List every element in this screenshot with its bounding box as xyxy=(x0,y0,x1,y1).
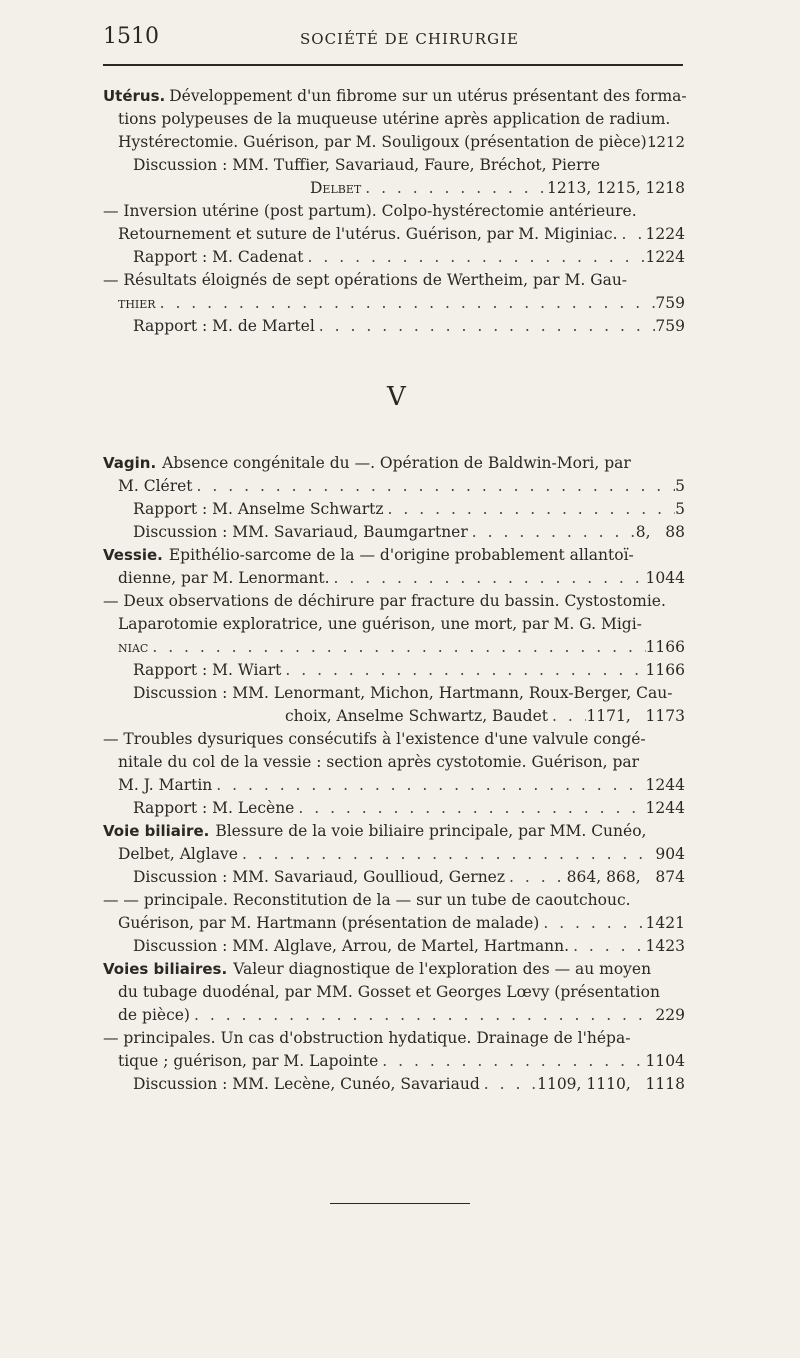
entry-text: Blessure de la voie biliaire principale, par MM. Cunéo, xyxy=(215,822,647,840)
index-line xyxy=(285,706,685,726)
index-line xyxy=(118,637,685,657)
running-title: SOCIÉTÉ DE CHIRURGIE xyxy=(300,30,519,48)
section-letter: V xyxy=(387,382,406,412)
page-ref: 1166 xyxy=(645,638,685,656)
index-entry-vessie xyxy=(103,545,685,565)
index-line xyxy=(118,1051,685,1071)
entry-text: du tubage duodénal, par MM. Gosset et Georges Lœvy (présentation xyxy=(118,983,660,1001)
index-entry-voies-biliaires xyxy=(103,959,685,979)
entry-text: — Inversion utérine (post partum). Colpo-hystérectomie antérieure. xyxy=(103,202,637,220)
entry-text: niac xyxy=(118,638,149,656)
page-ref: 1244 xyxy=(645,799,685,817)
page-ref: 904 xyxy=(655,845,685,863)
header-rule xyxy=(103,64,683,66)
index-line xyxy=(118,913,685,933)
entry-text: tique ; guérison, par M. Lapointe xyxy=(118,1052,379,1070)
page-ref: 1244 xyxy=(645,776,685,794)
entry-text: Delbet, Alglave xyxy=(118,845,238,863)
entry-text: Hystérectomie. Guérison, par M. Souligoux (présentation de pièce) . xyxy=(118,133,657,151)
entry-text: choix, Anselme Schwartz, Baudet xyxy=(285,707,548,725)
index-line xyxy=(310,178,685,198)
page-ref: 1224 xyxy=(645,248,685,266)
index-entry-uterus xyxy=(103,86,685,106)
index-line xyxy=(118,476,685,496)
index-line xyxy=(118,224,685,244)
index-line xyxy=(118,775,685,795)
entry-text: Rapport : M. Wiart xyxy=(133,661,282,679)
entry-heading: Vessie. xyxy=(103,546,163,564)
entry-heading: Utérus. xyxy=(103,87,166,105)
index-line xyxy=(133,522,685,542)
entry-text: Rapport : M. de Martel xyxy=(133,317,315,335)
entry-text: Laparotomie exploratrice, une guérison, une mort, par M. G. Migi- xyxy=(118,615,642,633)
entry-text: Discussion : MM. Savariaud, Goullioud, Gernez xyxy=(133,868,506,886)
entry-text: Absence congénitale du —. Opération de Baldwin-Mori, par xyxy=(162,454,631,472)
index-line xyxy=(118,293,685,313)
page-ref: 1213, 1215, 1218 xyxy=(546,179,685,197)
entry-text: Epithélio-sarcome de la — d'origine probablement allantoï- xyxy=(168,546,634,564)
entry-text: Retournement et suture de l'utérus. Guérison, par M. Miginiac. xyxy=(118,225,618,243)
page-ref: 1044 xyxy=(645,569,685,587)
index-line xyxy=(118,568,685,588)
page-ref: 8, 88 xyxy=(635,523,685,541)
index-line xyxy=(133,936,685,956)
entry-text: Rapport : M. Lecène xyxy=(133,799,295,817)
page-ref: 1171, 1173 xyxy=(586,707,685,725)
entry-text: Delbet xyxy=(310,179,362,197)
entry-text: Discussion : MM. Lenormant, Michon, Hartmann, Roux-Berger, Cau- xyxy=(133,684,673,702)
entry-heading: Voie biliaire. xyxy=(103,822,210,840)
index-line xyxy=(133,867,685,887)
entry-text: nitale du col de la vessie : section après cystotomie. Guérison, par xyxy=(118,753,640,771)
index-entry-vagin xyxy=(103,453,685,473)
index-line xyxy=(133,499,685,519)
entry-text: Discussion : MM. Savariaud, Baumgartner xyxy=(133,523,468,541)
entry-text: tions polypeuses de la muqueuse utérine après application de radium. xyxy=(118,110,671,128)
entry-text: — Résultats éloignés de sept opérations de Wertheim, par M. Gau- xyxy=(103,271,628,289)
page-ref: 759 xyxy=(655,317,685,335)
index-line xyxy=(118,844,685,864)
entry-text: de pièce) xyxy=(118,1006,190,1024)
index-line xyxy=(133,247,685,267)
page-ref: 1423 xyxy=(645,937,685,955)
entry-heading: Voies biliaires. xyxy=(103,960,228,978)
page-ref: 759 xyxy=(655,294,685,312)
entry-text: Valeur diagnostique de l'exploration des — au moyen xyxy=(233,960,652,978)
page-number: 1510 xyxy=(103,24,159,49)
page-ref: 229 xyxy=(655,1006,685,1024)
index-entry-voie-biliaire xyxy=(103,821,685,841)
entry-text: — Troubles dysuriques consécutifs à l'existence d'une valvule congé- xyxy=(103,730,646,748)
page-ref: 1224 xyxy=(645,225,685,243)
page-ref: 5 xyxy=(675,477,685,495)
entry-text: M. J. Martin xyxy=(118,776,213,794)
index-line xyxy=(118,1005,685,1025)
index-line xyxy=(133,316,685,336)
entry-text: — — principale. Reconstitution de la — sur un tube de caoutchouc. xyxy=(103,891,631,909)
page-ref: 5 xyxy=(675,500,685,518)
index-line xyxy=(133,1074,685,1094)
page-ref: 1212 xyxy=(646,133,685,151)
entry-text: Discussion : MM. Alglave, Arrou, de Martel, Hartmann. xyxy=(133,937,570,955)
entry-text: Développement d'un fibrome sur un utérus présentant des forma- xyxy=(169,87,687,105)
page-ref: 1166 xyxy=(645,661,685,679)
entry-text: thier xyxy=(118,294,156,312)
index-line xyxy=(133,798,685,818)
entry-text: Rapport : M. Anselme Schwartz xyxy=(133,500,384,518)
entry-text: Discussion : MM. Lecène, Cunéo, Savariaud xyxy=(133,1075,480,1093)
entry-text: M. Cléret xyxy=(118,477,193,495)
entry-text: — principales. Un cas d'obstruction hydatique. Drainage de l'hépa- xyxy=(103,1029,631,1047)
index-line xyxy=(133,660,685,680)
page-ref: 864, 868, 874 xyxy=(566,868,685,886)
entry-heading: Vagin. xyxy=(103,454,157,472)
entry-text: Discussion : MM. Tuffier, Savariaud, Faure, Bréchot, Pierre xyxy=(133,156,601,174)
entry-text: dienne, par M. Lenormant. xyxy=(118,569,330,587)
entry-text: Guérison, par M. Hartmann (présentation de malade) xyxy=(118,914,540,932)
end-rule xyxy=(330,1203,470,1204)
page-ref: 1421 xyxy=(645,914,685,932)
entry-text: Rapport : M. Cadenat xyxy=(133,248,304,266)
page-ref: 1109, 1110, 1118 xyxy=(537,1075,685,1093)
entry-text: — Deux observations de déchirure par fracture du bassin. Cystostomie. xyxy=(103,592,666,610)
page-ref: 1104 xyxy=(645,1052,685,1070)
